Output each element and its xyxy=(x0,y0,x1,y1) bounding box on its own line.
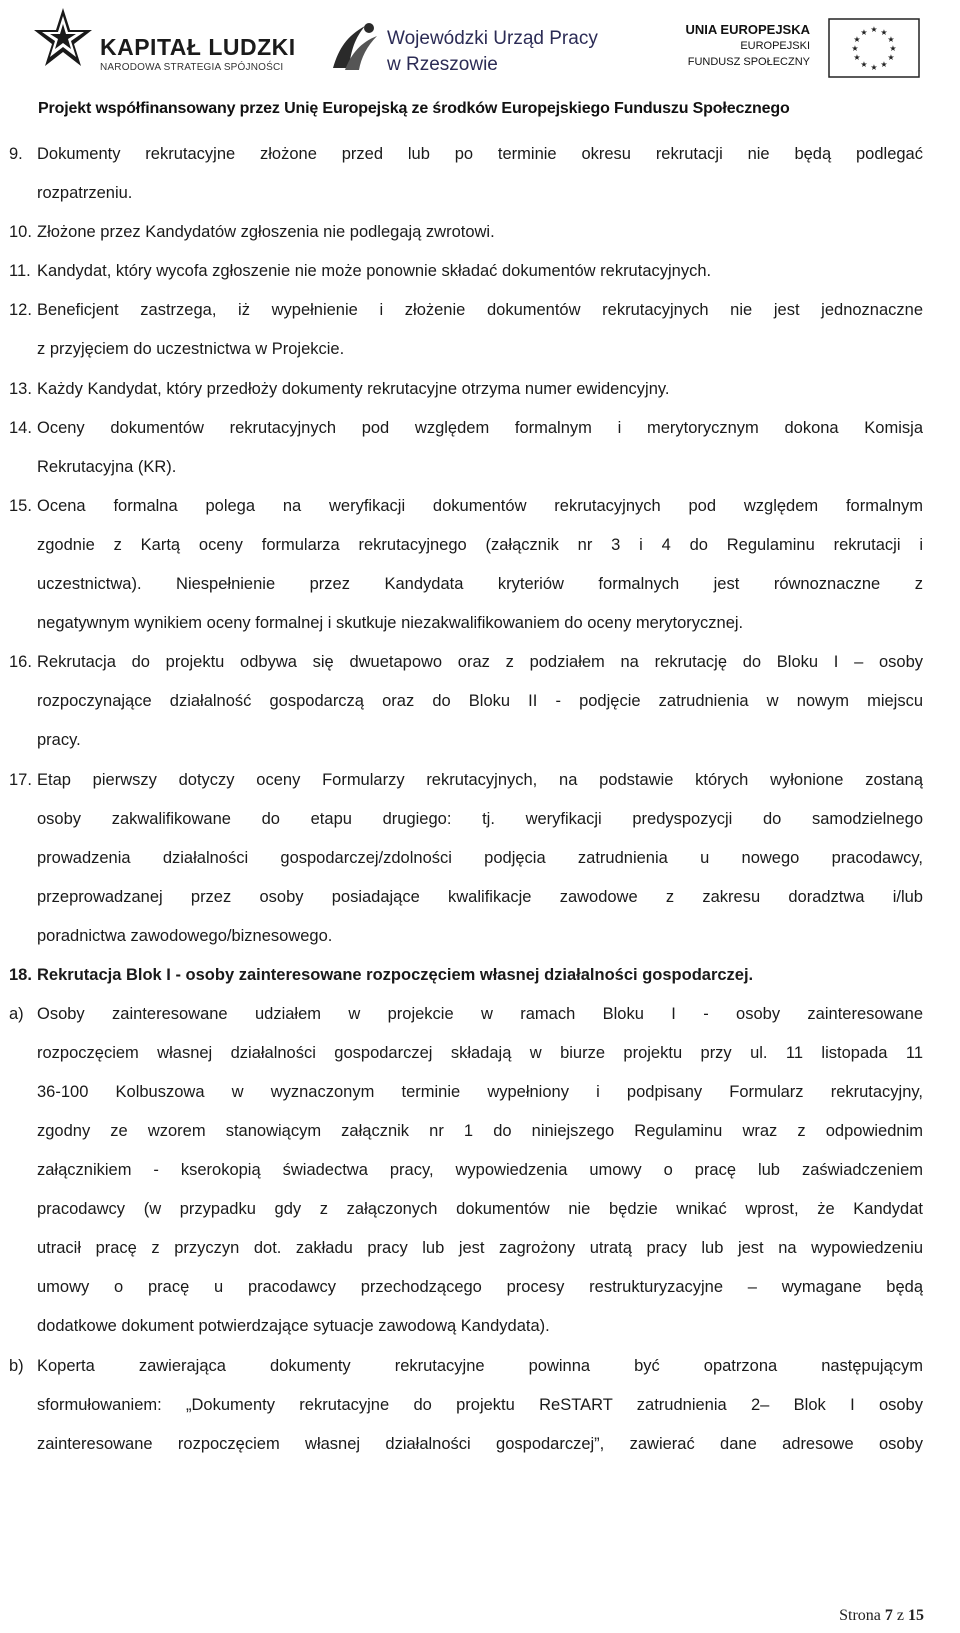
text-line: Koperta zawierająca dokumenty rekrutacyjne powinna być opatrzona następującym xyxy=(37,1357,923,1376)
list-item-number: 16. xyxy=(9,653,32,672)
page-separator: z xyxy=(896,1607,904,1624)
text-line: 36-100 Kolbuszowa w wyznaczonym terminie wypełniony i podpisany Formularz rekrutacyjny, xyxy=(37,1083,923,1102)
list-item-number: 13. xyxy=(9,379,32,398)
eu-line1: UNIA EUROPEJSKA xyxy=(685,22,810,37)
text-line: poradnictwa zawodowego/biznesowego. xyxy=(37,926,333,945)
text-line: Beneficjent zastrzega, iż wypełnienie i złożenie dokumentów rekrutacyjnych nie jest jednoznaczne xyxy=(37,301,923,320)
svg-text:★: ★ xyxy=(880,28,888,37)
eu-line2: EUROPEJSKI xyxy=(740,40,810,52)
kapital-ludzki-subtitle: NARODOWA STRATEGIA SPÓJNOŚCI xyxy=(100,62,284,73)
text-line: negatywnym wynikiem oceny formalnej i skutkuje niezakwalifikowaniem do oceny merytorycznej. xyxy=(37,613,744,632)
text-line: Każdy Kandydat, który przedłoży dokumenty rekrutacyjne otrzyma numer ewidencyjny. xyxy=(37,379,670,398)
wup-name-line2: w Rzeszowie xyxy=(387,54,498,75)
svg-text:★: ★ xyxy=(887,35,895,44)
page-header xyxy=(0,0,960,130)
list-item-number: a) xyxy=(9,1005,24,1024)
svg-text:★: ★ xyxy=(889,44,897,53)
text-line: Etap pierwszy dotyczy oceny Formularzy rekrutacyjnych, na podstawie których wyłonione zostaną xyxy=(37,770,923,789)
list-item-text xyxy=(37,291,923,369)
total-pages: 15 xyxy=(908,1607,924,1624)
list-item-text xyxy=(37,252,923,291)
eu-flag-icon xyxy=(828,18,920,78)
list-item-number: 9. xyxy=(9,145,23,163)
svg-text:★: ★ xyxy=(851,44,859,53)
list-item-text xyxy=(37,995,923,1346)
wup-name-line1: Wojewódzki Urząd Pracy xyxy=(387,28,598,49)
list-item-number: 10. xyxy=(9,223,32,242)
text-line: sformułowaniem: „Dokumenty rekrutacyjne do projektu ReSTART zatrudnienia 2– Blok I osoby xyxy=(37,1396,923,1415)
kapital-ludzki-star-icon xyxy=(30,4,96,82)
text-line: Osoby zainteresowane udziałem w projekcie w ramach Bloku I - osoby zainteresowane xyxy=(37,1005,923,1024)
list-item-text xyxy=(37,135,923,213)
text-line: rozpoczynające działalność gospodarczą oraz do Bloku II - podjęcie zatrudnienia w nowym miejscu xyxy=(37,692,923,711)
list-item-number: 14. xyxy=(9,418,32,437)
text-line: dodatkowe dokument potwierdzające sytuacje zawodową Kandydata). xyxy=(37,1317,550,1336)
text-line: prowadzenia działalności gospodarczej/zdolności podjęcia zatrudnienia u nowego pracodawcy, xyxy=(37,848,923,867)
current-page: 7 xyxy=(884,1607,893,1624)
text-line: rozpatrzeniu. xyxy=(37,184,133,202)
text-line: osoby zakwalifikowane do etapu drugiego: tj. weryfikacji predyspozycji do samodzielnego xyxy=(37,809,923,828)
list-item-number: 11. xyxy=(9,262,31,281)
list-item-text xyxy=(37,761,923,956)
list-item-text xyxy=(37,487,923,643)
text-line: Ocena formalna polega na weryfikacji dokumentów rekrutacyjnych pod względem formalnym xyxy=(37,496,923,515)
list-item-number: b) xyxy=(9,1357,24,1376)
text-line: uczestnictwa). Niespełnienie przez Kandydata kryteriów formalnych jest równoznaczne z xyxy=(37,574,923,593)
list-item-text xyxy=(37,370,923,409)
text-line: Rekrutacyjna (KR). xyxy=(37,457,177,476)
text-line: załącznikiem - kserokopią świadectwa pracy, wypowiedzenia umowy o pracę lub zaświadczeniem xyxy=(37,1161,923,1180)
text-line: Kandydat, który wycofa zgłoszenie nie może ponownie składać dokumentów rekrutacyjnych. xyxy=(37,262,712,281)
text-line: umowy o pracę u pracodawcy przechodzącego procesy restrukturyzacyjne – wymagane będą xyxy=(37,1278,923,1297)
text-line: pracodawcy (w przypadku gdy z załączonych dokumentów nie będzie wnikać wprost, że Kandydat xyxy=(37,1200,923,1219)
text-line: przeprowadzanej przez osoby posiadające kwalifikacje zawodowe z zakresu doradztwa i/lub xyxy=(37,887,923,906)
text-line: zainteresowane rozpoczęciem własnej działalności gospodarczej”, zawierać dane adresowe osoby xyxy=(37,1435,923,1454)
svg-text:★: ★ xyxy=(853,35,861,44)
list-item-number: 12. xyxy=(9,301,32,320)
svg-text:★: ★ xyxy=(887,53,895,62)
svg-text:★: ★ xyxy=(860,28,868,37)
wup-emblem-icon xyxy=(325,18,383,76)
list-item-text xyxy=(37,956,923,995)
list-item-number: 15. xyxy=(9,496,32,515)
list-item-number: 18. xyxy=(9,966,32,985)
text-line: Rekrutacja Blok I - osoby zainteresowane rozpoczęciem własnej działalności gospodarczej. xyxy=(37,966,754,985)
page-number xyxy=(839,1607,924,1625)
text-line: zgodny ze wzorem stanowiącym załącznik nr 1 do niniejszego Regulaminu wraz z odpowiednim xyxy=(37,1122,923,1141)
text-line: utracił pracę z przyczyn dot. zakładu pracy lub jest zagrożony utratą pracy lub jest na wypowiedzeniu xyxy=(37,1239,923,1258)
text-line: Dokumenty rekrutacyjne złożone przed lub po terminie okresu rekrutacji nie będą podlegać xyxy=(37,145,923,163)
text-line: z przyjęciem do uczestnictwa w Projekcie. xyxy=(37,340,345,359)
text-line: rozpoczęciem własnej działalności gospodarczej składają w biurze projektu przy ul. 11 listopada 11 xyxy=(37,1044,923,1063)
eu-line3: FUNDUSZ SPOŁECZNY xyxy=(687,56,810,68)
list-item-text xyxy=(37,409,923,487)
text-line: Oceny dokumentów rekrutacyjnych pod względem formalnym i merytorycznym dokona Komisja xyxy=(37,418,923,437)
text-line: pracy. xyxy=(37,731,81,750)
kapital-ludzki-logo xyxy=(30,4,310,82)
svg-text:★: ★ xyxy=(853,53,861,62)
svg-text:★: ★ xyxy=(860,60,868,69)
text-line: zgodnie z Kartą oceny formularza rekrutacyjnego (załącznik nr 3 i 4 do Regulaminu rekrutacji i xyxy=(37,535,923,554)
list-item-text xyxy=(37,213,923,252)
kapital-ludzki-title: KAPITAŁ LUDZKI xyxy=(100,34,296,60)
list-item-text xyxy=(37,1347,923,1464)
svg-text:★: ★ xyxy=(870,25,878,34)
cofinancing-statement: Projekt współfinansowany przez Unię Europejską ze środków Europejskiego Funduszu Społecznego xyxy=(38,100,790,117)
text-line: Złożone przez Kandydatów zgłoszenia nie podlegają zwrotowi. xyxy=(37,223,495,242)
svg-text:★: ★ xyxy=(880,60,888,69)
text-line: Rekrutacja do projektu odbywa się dwuetapowo oraz z podziałem na rekrutację do Bloku I – osoby xyxy=(37,653,923,672)
wup-rzeszow-logo xyxy=(325,18,615,78)
svg-text:★: ★ xyxy=(870,63,878,72)
page-label: Strona xyxy=(839,1607,881,1624)
eu-logo xyxy=(660,18,930,78)
list-item-text xyxy=(37,643,923,760)
list-item-number: 17. xyxy=(9,770,32,789)
